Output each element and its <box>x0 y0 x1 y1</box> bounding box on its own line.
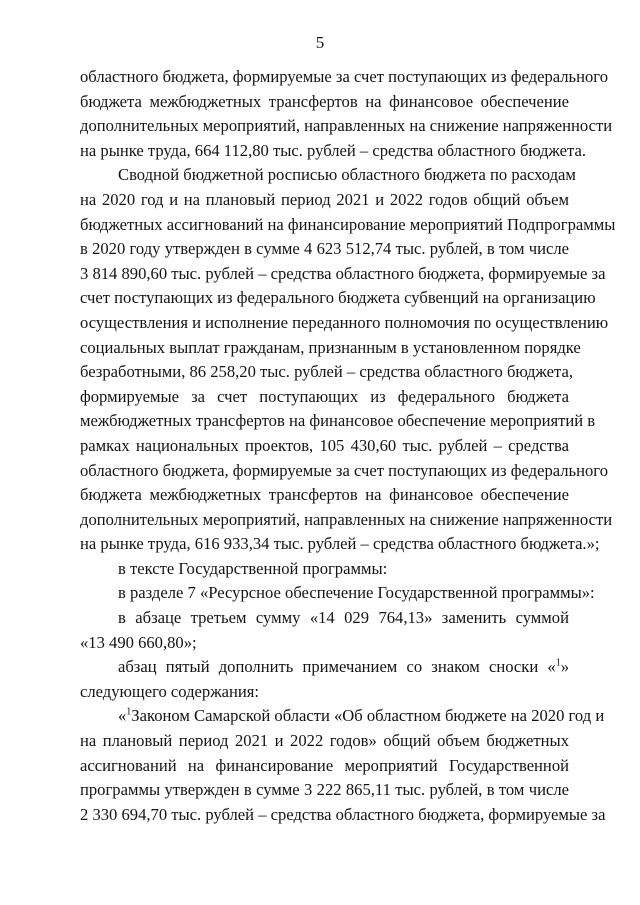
text-line: бюджетных ассигнований на финансирование мероприятий Подпрограммы <box>80 214 616 234</box>
text-line: 2 330 694,70 тыс. рублей – средства областного бюджета, формируемые за <box>80 804 606 824</box>
text-line: межбюджетных трансфертов на финансовое обеспечение мероприятий в <box>80 411 596 431</box>
text-line: социальных выплат гражданам, признанным в установленном порядке <box>80 337 581 357</box>
text-line: дополнительных мероприятий, направленных на снижение напряженности <box>80 116 613 136</box>
text-line: областного бюджета, формируемые за счет поступающих из федерального <box>80 67 608 86</box>
text-line: областного бюджета, формируемые за счет поступающих из федерального <box>80 460 608 480</box>
text-line: Сводной бюджетной росписью областного бюджета по расходам <box>118 165 576 185</box>
text-line: на плановый период 2021 и 2022 годов» общий объем бюджетных <box>80 731 569 751</box>
text-fragment: » <box>560 657 569 677</box>
footnote-marker: 1 <box>555 657 561 669</box>
paragraph-6 <box>80 655 569 704</box>
text-line: следующего содержания: <box>80 681 260 701</box>
text-fragment: « <box>118 706 127 726</box>
text-line: бюджета межбюджетных трансфертов на финансовое обеспечение <box>80 91 569 111</box>
text-line: безработными, 86 258,20 тыс. рублей – средства областного бюджета, <box>80 362 573 382</box>
text-line <box>80 655 569 680</box>
document-body <box>80 65 616 827</box>
paragraph-2 <box>80 163 616 557</box>
text-line: в разделе 7 «Ресурсное обеспечение Государственной программы»: <box>118 583 595 603</box>
text-line: 3 814 890,60 тыс. рублей – средства областного бюджета, формируемые за <box>80 263 606 283</box>
text-line: «13 490 660,80»; <box>80 632 197 652</box>
text-line: дополнительных мероприятий, направленных на снижение напряженности <box>80 509 613 529</box>
text-line: бюджета межбюджетных трансфертов на финансовое обеспечение <box>80 485 569 505</box>
text-line: на рынке труда, 664 112,80 тыс. рублей – средства областного бюджета. <box>80 140 586 160</box>
text-fragment: Законом Самарской области «Об областном бюджете на 2020 год и <box>131 706 605 726</box>
text-line: программы утвержден в сумме 3 222 865,11 тыс. рублей, в том числе <box>80 780 569 800</box>
text-line: формируемые за счет поступающих из федерального бюджета <box>80 386 569 406</box>
text-fragment: абзац пятый дополнить примечанием со знаком сноски « <box>118 657 556 677</box>
text-line: на 2020 год и на плановый период 2021 и 2022 годов общий объем <box>80 189 569 209</box>
text-line: рамках национальных проектов, 105 430,60 тыс. рублей – средства <box>80 435 569 455</box>
text-line: в 2020 году утвержден в сумме 4 623 512,74 тыс. рублей, в том числе <box>80 239 569 259</box>
paragraph-4 <box>80 581 595 606</box>
paragraph-1 <box>80 65 613 163</box>
text-line: осуществления и исполнение переданного полномочия по осуществлению <box>80 312 609 332</box>
text-line: счет поступающих из федерального бюджета субвенций на организацию <box>80 288 596 308</box>
paragraph-7 <box>80 704 606 827</box>
paragraph-3 <box>80 557 569 582</box>
page-number: 5 <box>315 33 325 52</box>
text-line <box>80 704 605 729</box>
text-line: на рынке труда, 616 933,34 тыс. рублей – средства областного бюджета.»; <box>80 534 600 554</box>
text-line: ассигнований на финансирование мероприятий Государственной <box>80 755 569 775</box>
paragraph-5 <box>80 606 569 655</box>
footnote-marker: 1 <box>126 706 132 718</box>
text-line: в тексте Государственной программы: <box>118 558 388 578</box>
text-line: в абзаце третьем сумму «14 029 764,13» заменить суммой <box>118 608 569 628</box>
